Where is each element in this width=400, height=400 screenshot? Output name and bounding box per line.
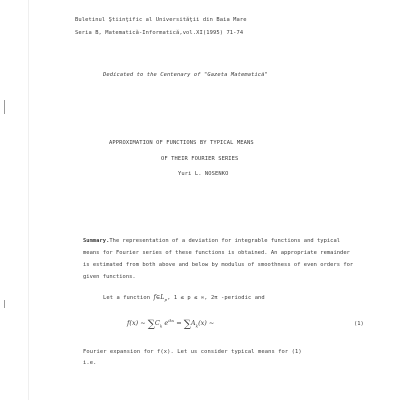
dedication: Dedicated to the Centenary of "Gazeta Matematică"	[103, 72, 268, 78]
function-space-subscript: p	[164, 297, 168, 303]
fourier-formula: f(x) ~ $\sum C_k$ $e^{ikx} = \sum A_k(x)$ ~	[127, 317, 215, 330]
formula-lhs: f(x) ~	[127, 319, 148, 327]
formula-coefficient: C	[154, 319, 160, 327]
function-conditions: , 1 ≤ p ≤ ∞, 2π -periodic and	[167, 295, 265, 301]
paper-title-line2: OF THEIR FOURIER SERIES	[161, 156, 239, 162]
author-name: Yuri L. NOSENKO	[178, 171, 229, 177]
paper-title-line1: APPROXIMATION OF FUNCTIONS BY TYPICAL MEANS	[109, 140, 254, 146]
function-definition-line	[103, 294, 265, 302]
body-text-line: Fourier expansion for f(x). Let us consider typical means for (1)	[83, 349, 302, 355]
formula-term: A	[190, 319, 196, 327]
function-intro-text: Let a function	[103, 295, 154, 301]
function-membership: f∈L	[153, 294, 165, 301]
margin-mark	[4, 100, 5, 114]
formula-exponential: e	[162, 319, 169, 327]
journal-header-line2: Seria B, Matematică-Informatică,vol.XI(1995) 71-74	[75, 30, 244, 36]
equation-number: (1)	[354, 321, 364, 327]
body-text-line: i.e.	[83, 360, 97, 366]
formula-tail: (x) ~	[198, 319, 215, 327]
margin-mark	[4, 300, 5, 308]
abstract	[83, 235, 358, 283]
page-edge	[28, 0, 29, 400]
abstract-text: The representation of a deviation for integrable functions and typical means for Fourier series of these functions is obtained. An appropriate remainder is estimated from both above and below by modulus of smoothness of even orders for given functions.	[83, 238, 354, 280]
abstract-label: Summary.	[83, 238, 110, 244]
sum-symbol: ∑	[147, 318, 155, 330]
sum-symbol: ∑	[183, 318, 191, 330]
journal-header-line1: Buletinul Ştiinţific al Universităţii din Baia Mare	[75, 17, 247, 23]
